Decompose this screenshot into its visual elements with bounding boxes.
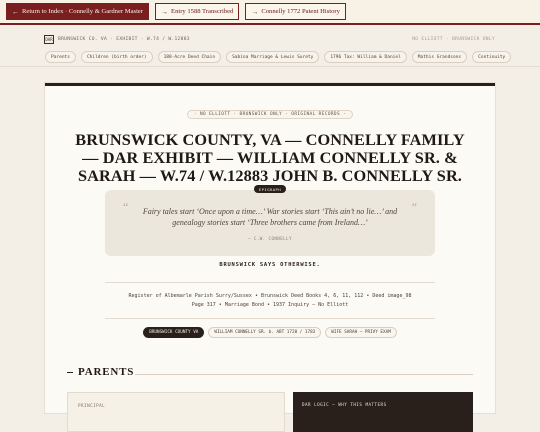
page-title: BRUNSWICK COUNTY, VA — CONNELLY FAMILY — DAR EXHIBIT — WILLIAM CONNELLY SR. & SARAH — W.74 / W.12883 JOHN B. CONNELLY SR.	[75, 130, 465, 185]
dar-logic-panel	[293, 392, 473, 432]
source-references-line-1: Register of Albemarle Parish Surry/Sussex • Brunswick Deed Books 4, 6, 11, 112 • Deed image_98	[128, 293, 412, 299]
arrow-right-icon: →	[161, 7, 169, 16]
section-dash	[67, 372, 73, 373]
pill-william-connelly-sr[interactable]: WILLIAM CONNELLY SR. b. ABT 1720 / 1783	[208, 327, 321, 338]
pill-brunswick-county[interactable]: BRUNSWICK COUNTY VA	[143, 327, 204, 338]
parents-section-title: PARENTS	[78, 366, 135, 378]
epigraph-tag-row	[45, 185, 495, 193]
epigraph-quote-box	[105, 190, 435, 256]
epigraph-quote: Fairy tales start ‘Once upon a time…’ War stories start ‘This ain’t no lie…’ and genealogy stories start ‘Three brothers came from Ireland…’	[142, 207, 398, 227]
dar-logo-icon: DAR	[45, 36, 53, 42]
return-to-index-button[interactable]	[6, 3, 149, 20]
open-quote-icon: “	[123, 200, 129, 214]
section-chip-nav	[0, 49, 540, 65]
close-quote-icon: ”	[411, 200, 417, 214]
breadcrumb	[44, 35, 190, 44]
brunswick-says-heading: BRUNSWICK SAYS OTHERWISE.	[219, 262, 321, 268]
principal-panel	[67, 392, 285, 432]
dar-logic-label: DAR LOGIC — WHY THIS MATTERS	[302, 402, 387, 407]
entry-1588-label: Entry 1588 Transcribed	[171, 8, 234, 15]
epigraph-attribution: — C.W. CONNELLY	[248, 236, 292, 241]
chip-1796-tax[interactable]: 1796 Tax: William & Daniel	[324, 51, 406, 63]
source-references	[95, 292, 445, 309]
chip-sabina-marriage[interactable]: Sabina Marriage & Lewis Surety	[226, 51, 319, 63]
pill-wife-sarah[interactable]: WIFE SARAH — PRIVY EXAM	[325, 327, 397, 338]
patent-history-button[interactable]	[245, 3, 346, 20]
parents-section-header	[67, 366, 134, 378]
scope-note: NO ELLIOTT · BRUNSWICK ONLY	[412, 36, 495, 42]
sources-badge-row	[45, 110, 495, 119]
exhibit-card	[45, 83, 495, 413]
breadcrumb-text: BRUNSWICK CO. VA · EXHIBIT · W.74 / W.12883	[58, 36, 190, 42]
arrow-left-icon: ←	[12, 7, 19, 16]
sub-header	[0, 29, 540, 49]
epigraph-tag: EPIGRAPH	[254, 185, 286, 193]
header-divider	[0, 66, 540, 67]
section-rule	[135, 374, 473, 375]
patent-history-label: Connelly 1772 Patent History	[261, 8, 340, 15]
return-to-index-label: Return to Index · Connelly & Gardner Master	[22, 8, 144, 15]
principal-label: PRINCIPAL	[78, 403, 106, 408]
top-navigation-bar	[0, 0, 540, 25]
chip-deed-chain[interactable]: 188-Acre Deed Chain	[158, 51, 221, 63]
divider	[105, 318, 435, 319]
chip-mathis-grandsons[interactable]: Mathis Grandsons	[412, 51, 467, 63]
sources-badge: · NO ELLIOTT · BRUNSWICK ONLY · ORIGINAL RECORDS ·	[187, 110, 353, 119]
chip-parents[interactable]: Parents	[45, 51, 76, 63]
arrow-right-icon: →	[251, 7, 259, 16]
chip-children[interactable]: Children (birth order)	[81, 51, 153, 63]
subject-pills	[45, 327, 495, 338]
entry-1588-button[interactable]	[155, 3, 239, 20]
source-references-line-2: Page 317 • Marriage Bond • 1937 Inquiry — No Elliott	[191, 301, 349, 308]
chip-continuity[interactable]: Continuity	[472, 51, 511, 63]
divider	[105, 282, 435, 283]
